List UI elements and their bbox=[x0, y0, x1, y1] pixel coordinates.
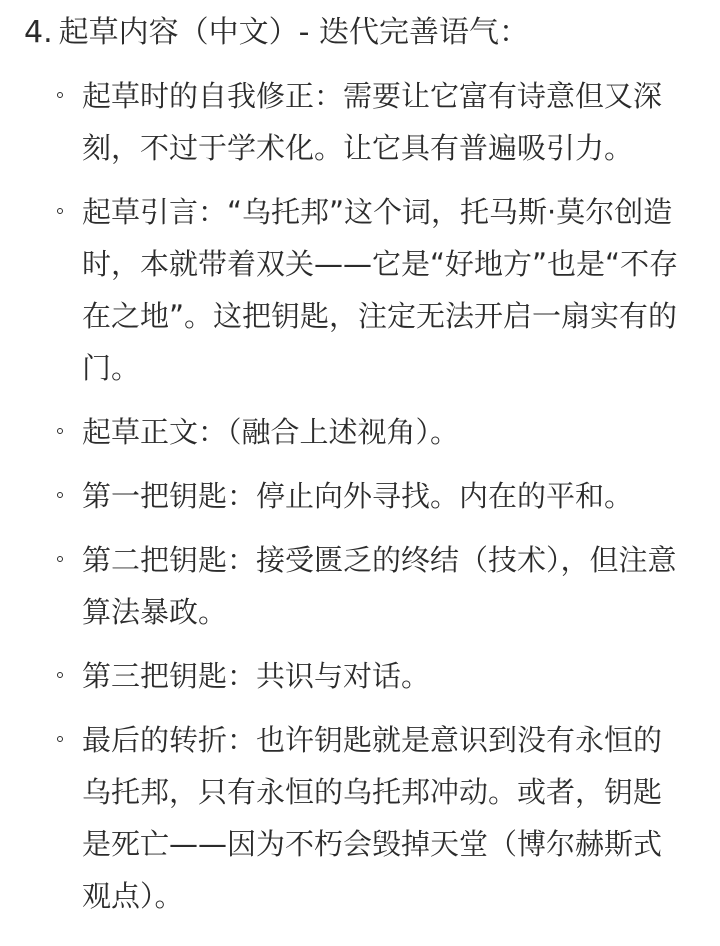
hollow-bullet-icon bbox=[57, 208, 63, 214]
section-heading bbox=[24, 8, 696, 58]
list-item bbox=[24, 650, 696, 702]
list-item bbox=[24, 406, 696, 458]
list-item bbox=[24, 70, 696, 174]
list-item-text: 起草时的自我修正：需要让它富有诗意但又深刻，不过于学术化。让它具有普遍吸引力。 bbox=[82, 79, 663, 165]
list-item-text: 最后的转折：也许钥匙就是意识到没有永恒的乌托邦，只有永恒的乌托邦冲动。或者，钥匙是死亡——因为不朽会毁掉天堂（博尔赫斯式观点）。 bbox=[82, 723, 663, 913]
list-item bbox=[24, 186, 696, 394]
list-item bbox=[24, 470, 696, 522]
hollow-bullet-icon bbox=[57, 92, 63, 98]
hollow-bullet-icon bbox=[57, 428, 63, 434]
list-item-text: 起草引言：“乌托邦”这个词，托马斯·莫尔创造时，本就带着双关——它是“好地方”也是“不存在之地”。这把钥匙，注定无法开启一扇实有的门。 bbox=[82, 195, 679, 385]
hollow-bullet-icon bbox=[57, 556, 63, 562]
bullet-list bbox=[24, 70, 696, 922]
hollow-bullet-icon bbox=[57, 492, 63, 498]
list-item-text: 第一把钥匙：停止向外寻找。内在的平和。 bbox=[82, 479, 634, 513]
list-item-text: 起草正文：（融合上述视角）。 bbox=[82, 415, 460, 449]
list-item-text: 第二把钥匙：接受匮乏的终结（技术），但注意算法暴政。 bbox=[82, 543, 677, 629]
hollow-bullet-icon bbox=[57, 672, 63, 678]
list-item bbox=[24, 714, 696, 922]
section-title: 起草内容（中文）- 迭代完善语气： bbox=[58, 15, 529, 50]
hollow-bullet-icon bbox=[57, 736, 63, 742]
list-item-text: 第三把钥匙：共识与对话。 bbox=[82, 659, 431, 693]
section-number: 4. bbox=[24, 15, 53, 50]
list-item bbox=[24, 534, 696, 638]
